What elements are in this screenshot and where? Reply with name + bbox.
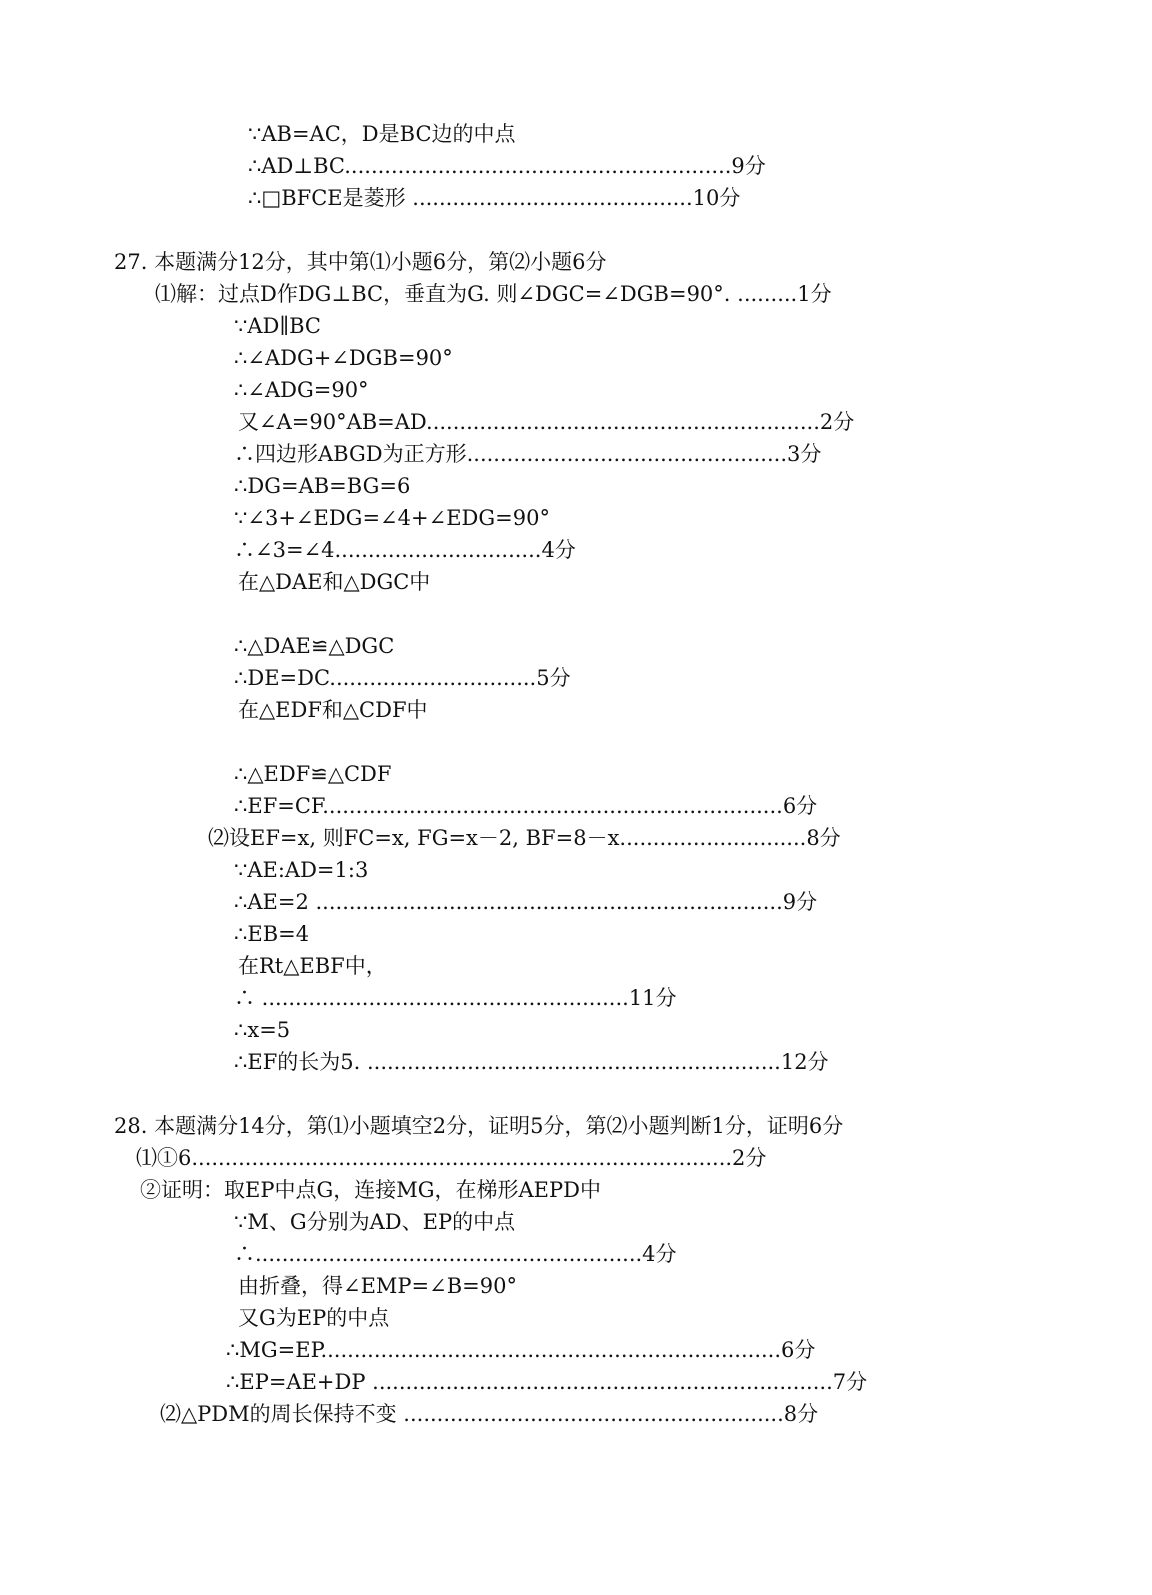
line-09: 又∠A=90°AB=AD...........................................................2分 [238,410,855,434]
line-36: ∴EP=AE+DP .....................................................................7分 [226,1370,868,1394]
line-20: ⑵设EF=x, 则FC=x, FG=x－2, BF=8－x............................8分 [208,826,841,850]
line-30: ②证明：取EP中点G，连接MG，在梯形AEPD中 [140,1178,601,1202]
line-32: ∴..........................................................4分 [234,1242,677,1266]
line-14: 在△DAE和△DGC中 [238,570,431,594]
line-27: ∴EF的长为5. ..............................................................12分 [234,1050,829,1074]
line-10: ∴四边形ABGD为正方形................................................3分 [234,442,822,466]
line-31: ∵M、G分别为AD、EP的中点 [234,1210,516,1234]
line-33: 由折叠，得∠EMP=∠B=90° [238,1274,517,1298]
line-01: ∵AB=AC，D是BC边的中点 [248,122,516,146]
line-24: 在Rt△EBF中， [238,954,387,978]
line-02: ∴AD⊥BC..........................................................9分 [248,154,766,178]
line-07: ∴∠ADG+∠DGB=90° [234,346,453,370]
line-22: ∴AE=2 ......................................................................9分 [234,890,818,914]
question-28-heading: 28. 本题满分14分，第⑴小题填空2分，证明5分，第⑵小题判断1分，证明6分 [114,1114,844,1138]
line-13: ∴∠3=∠4...............................4分 [234,538,576,562]
line-15: ∴△DAE≌△DGC [234,634,395,658]
line-03: ∴□BFCE是菱形 ..........................................10分 [248,186,741,210]
line-17: 在△EDF和△CDF中 [238,698,428,722]
line-25: ∴ .......................................................11分 [234,986,677,1010]
line-26: ∴x=5 [234,1018,291,1042]
question-27-heading: 27. 本题满分12分，其中第⑴小题6分，第⑵小题6分 [114,250,607,274]
line-35: ∴MG=EP.....................................................................6分 [226,1338,816,1362]
line-12: ∵∠3+∠EDG=∠4+∠EDG=90° [234,506,550,530]
line-11: ∴DG=AB=BG=6 [234,474,411,498]
line-06: ∵AD∥BC [234,314,321,338]
line-19: ∴EF=CF.....................................................................6分 [234,794,818,818]
line-29: ⑴①6.................................................................................2分 [136,1146,767,1170]
line-21: ∵AE:AD=1:3 [234,858,369,882]
line-16: ∴DE=DC...............................5分 [234,666,571,690]
line-23: ∴EB=4 [234,922,310,946]
line-37: ⑵△PDM的周长保持不变 .........................................................8分 [160,1402,819,1426]
line-05: ⑴解：过点D作DG⊥BC，垂直为G. 则∠DGC=∠DGB=90°. .........1分 [155,282,832,306]
line-08: ∴∠ADG=90° [234,378,369,402]
line-18: ∴△EDF≌△CDF [234,762,392,786]
line-34: 又G为EP的中点 [238,1306,390,1330]
